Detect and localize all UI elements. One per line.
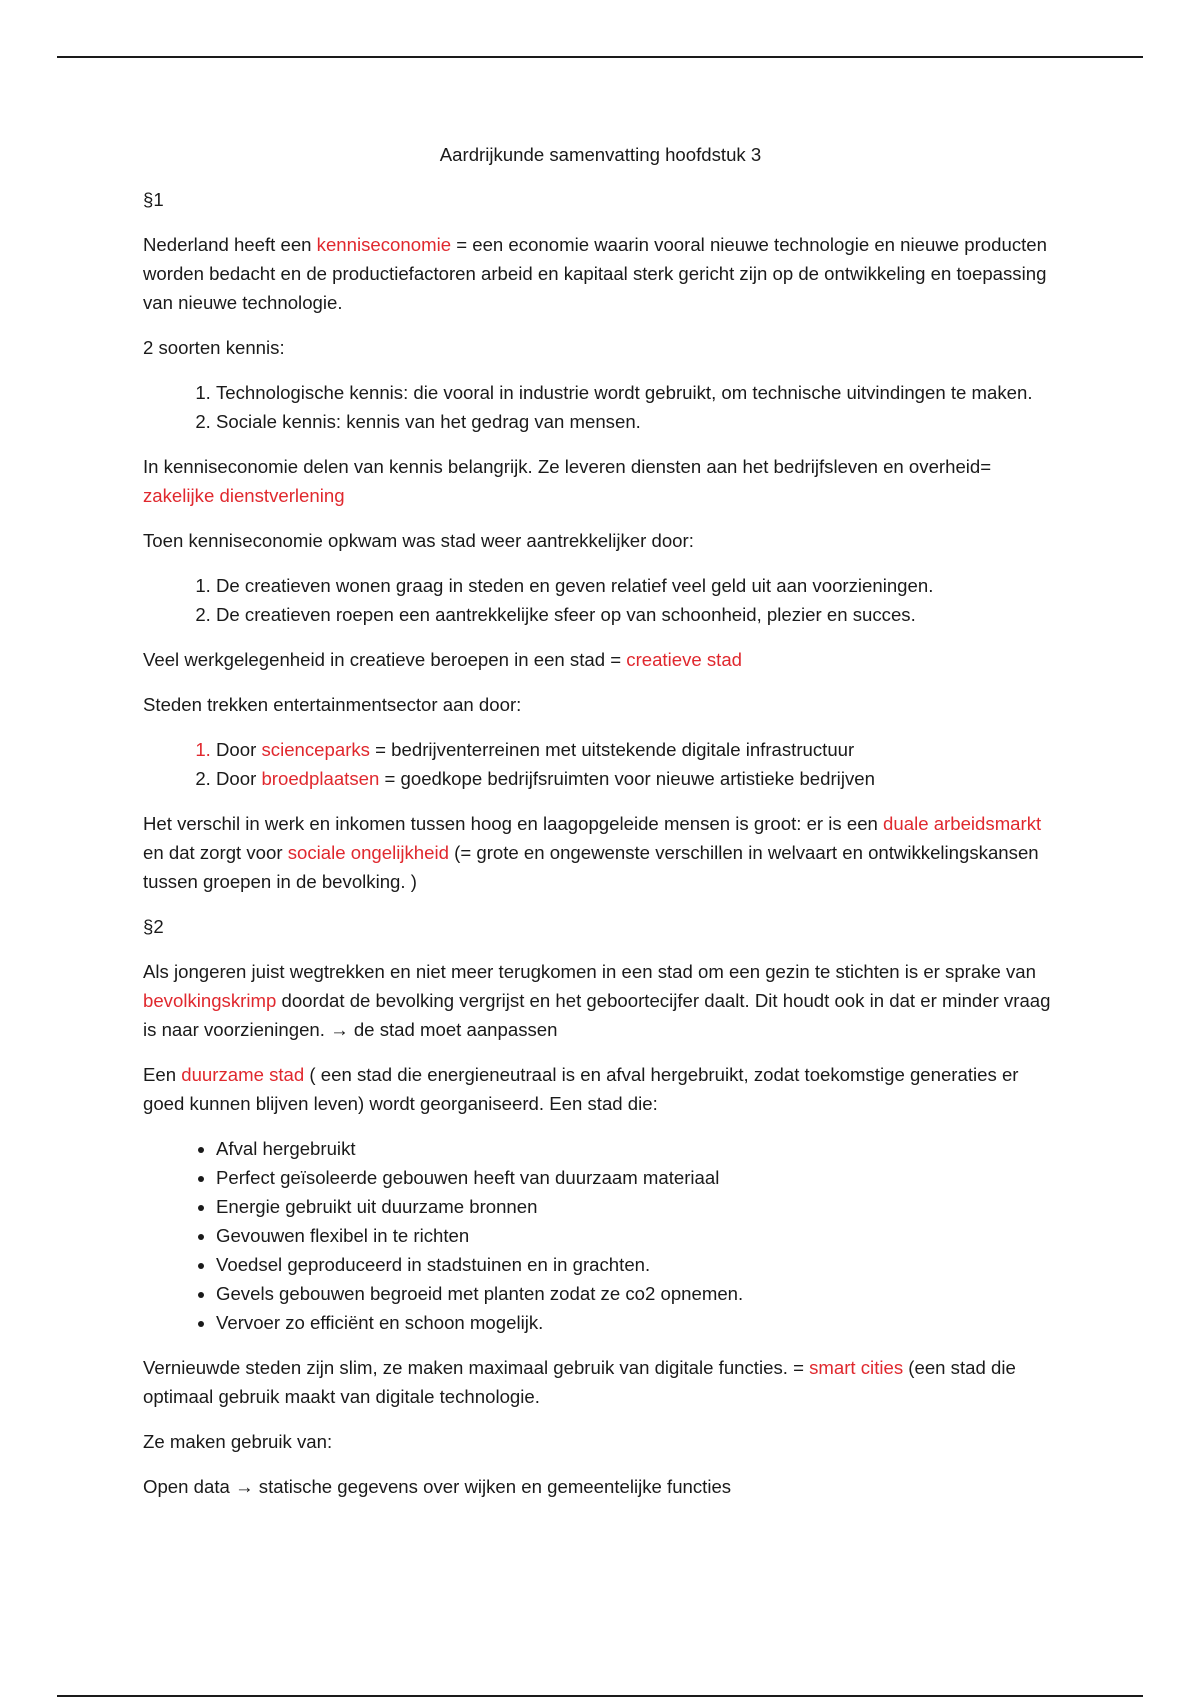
list-item: • Afval hergebruikt <box>216 1134 1058 1163</box>
list-item: 1. De creatieven wonen graag in steden en geven relatief veel geld uit aan voorzieningen. <box>216 571 1058 600</box>
list-kennis-types <box>143 378 1058 436</box>
term-sociale-ongelijkheid: sociale ongelijkheid <box>287 842 449 863</box>
list-item: • Voedsel geproduceerd in stadstuinen en in grachten. <box>216 1250 1058 1279</box>
list-item: • Energie gebruikt uit duurzame bronnen <box>216 1192 1058 1221</box>
term-zakelijke-dienstverlening: zakelijke dienstverlening <box>143 485 345 506</box>
list-item: • Gevels gebouwen begroeid met planten zodat ze co2 opnemen. <box>216 1279 1058 1308</box>
list-item: • Perfect geïsoleerde gebouwen heeft van duurzaam materiaal <box>216 1163 1058 1192</box>
section-heading-2: §2 <box>143 916 164 937</box>
paragraph-gebruik-van: Ze maken gebruik van: <box>143 1431 333 1452</box>
top-rule <box>57 56 1143 58</box>
term-bevolkingskrimp: bevolkingskrimp <box>143 990 277 1011</box>
paragraph-duurzame-stad: Een duurzame stad ( een stad die energieneutraal is en afval hergebruikt, zodat toekomstige generaties er goed kunnen blijven leven) wordt georganiseerd. Een stad die: <box>143 1064 1019 1114</box>
term-broedplaatsen: broedplaatsen <box>261 768 380 789</box>
paragraph-creatieve-stad: Veel werkgelegenheid in creatieve beroepen in een stad = creatieve stad <box>143 649 743 670</box>
paragraph-entertainmentsector: Steden trekken entertainmentsector aan door: <box>143 694 522 715</box>
list-item: 2. Sociale kennis: kennis van het gedrag van mensen. <box>216 407 1058 436</box>
list-entertainment <box>143 735 1058 793</box>
paragraph-kenniseconomie: Nederland heeft een kenniseconomie = een economie waarin vooral nieuwe technologie en nieuwe producten worden bedacht en de productiefactoren arbeid en kapitaal sterk gericht zijn op de ontwikkeling en toepassing van nieuwe technologie. <box>143 234 1047 313</box>
paragraph-smart-cities: Vernieuwde steden zijn slim, ze maken maximaal gebruik van digitale functies. = smart cities (een stad die optimaal gebruik maakt van digitale technologie. <box>143 1357 1016 1407</box>
page-title: Aardrijkunde samenvatting hoofdstuk 3 <box>439 144 762 165</box>
paragraph-soorten-kennis: 2 soorten kennis: <box>143 337 285 358</box>
term-smart-cities: smart cities <box>809 1357 904 1378</box>
paragraph-dienstverlening: In kenniseconomie delen van kennis belangrijk. Ze leveren diensten aan het bedrijfsleven en overheid= zakelijke dienstverlening <box>143 456 992 506</box>
paragraph-stad-aantrekkelijker: Toen kenniseconomie opkwam was stad weer aantrekkelijker door: <box>143 530 694 551</box>
list-item: • Gevouwen flexibel in te richten <box>216 1221 1058 1250</box>
document-body <box>143 140 1058 1517</box>
list-duurzame-kenmerken <box>143 1134 1058 1337</box>
paragraph-duale-arbeidsmarkt: Het verschil in werk en inkomen tussen hoog en laagopgeleide mensen is groot: er is een duale arbeidsmarkt en dat zorgt voor sociale ongelijkheid (= grote en ongewenste verschillen in welvaart en ontwikkelingskansen tussen groepen in de bevolking. ) <box>143 813 1042 892</box>
bottom-rule <box>57 1695 1143 1697</box>
list-item: • Vervoer zo efficiënt en schoon mogelijk. <box>216 1308 1058 1337</box>
list-item: 1. Door scienceparks = bedrijventerreinen met uitstekende digitale infrastructuur <box>216 735 1058 764</box>
term-duurzame-stad: duurzame stad <box>181 1064 305 1085</box>
list-item: 2. De creatieven roepen een aantrekkelijke sfeer op van schoonheid, plezier en succes. <box>216 600 1058 629</box>
term-creatieve-stad: creatieve stad <box>626 649 743 670</box>
term-scienceparks: scienceparks <box>261 739 370 760</box>
term-kenniseconomie: kenniseconomie <box>316 234 452 255</box>
section-heading-1: §1 <box>143 189 164 210</box>
paragraph-bevolkingskrimp: Als jongeren juist wegtrekken en niet meer terugkomen in een stad om een gezin te stichten is er sprake van bevolkingskrimp doordat de bevolking vergrijst en het geboortecijfer daalt. Dit houdt ook in dat er minder vraag is naar voorzieningen. → de stad moet aanpassen <box>143 961 1051 1040</box>
list-item: 1. Technologische kennis: die vooral in industrie wordt gebruikt, om technische uitvindingen te maken. <box>216 378 1058 407</box>
term-duale-arbeidsmarkt: duale arbeidsmarkt <box>883 813 1042 834</box>
paragraph-open-data: Open data → statische gegevens over wijken en gemeentelijke functies <box>143 1476 732 1497</box>
list-item: 2. Door broedplaatsen = goedkope bedrijfsruimten voor nieuwe artistieke bedrijven <box>216 764 1058 793</box>
list-creatieven <box>143 571 1058 629</box>
